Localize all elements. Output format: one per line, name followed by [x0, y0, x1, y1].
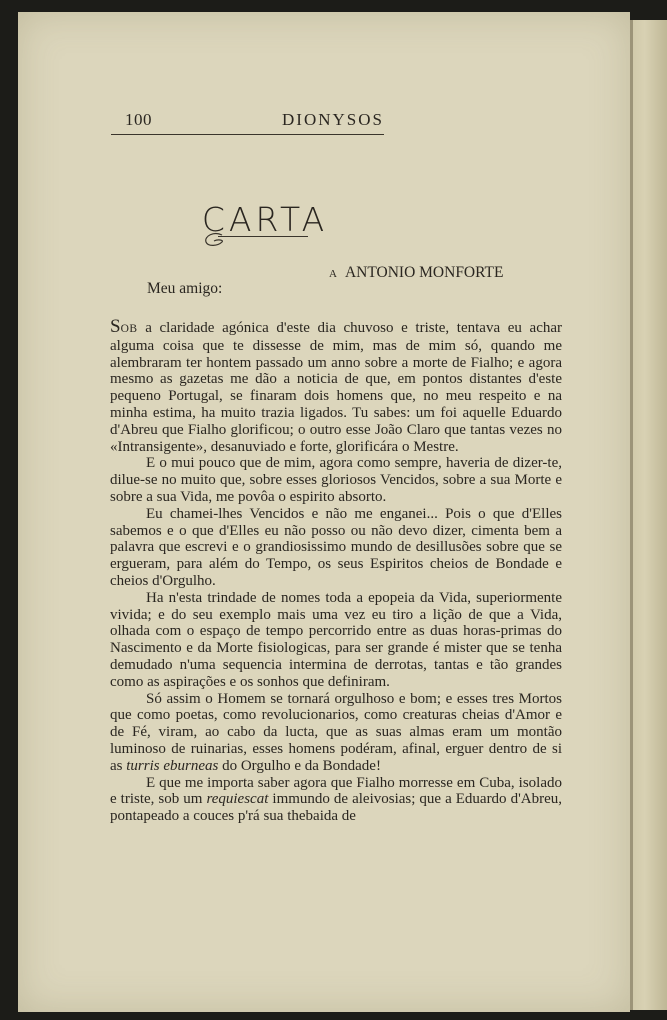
- title-underline: [218, 236, 308, 237]
- salutation: Meu amigo:: [147, 280, 223, 297]
- paragraph-6-text-a: E que me importa saber agora que Fialho morresse em Cuba, isolado e triste, sob um: [110, 774, 562, 808]
- paragraph-1-text: a claridade agónica d'este dia chuvoso e triste, tentava eu achar alguma coisa que te dissesse de mim, mas de mim só, quando me alembraram ter hontem passado um anno sobre a morte de Fialho; e agora mesmo as gazetas me dão a noticia de que, em pontos distantes d'este pequeno Portugal, se finaram dois homens que, no meu respeito e na minha estima, ha muito trazia ligados. Tu sabes: um foi aquelle Eduardo d'Abreu que Fialho glorificou; o outro esse João Claro que tantas vezes no «Intransigente», desanuviado e forte, glorificára o Mestre.: [110, 320, 562, 455]
- paragraph-4: Ha n'esta trindade de nomes toda a epopeia da Vida, superiormente vivida; e do seu exemplo mais uma vez eu tiro a lição de que a Vida, olhada com o espaço de tempo percorrido entre as duas horas-primas do Nascimento e da Morte fisiologicas, para ser grande é mister que se tenha demudado n'uma sequencia interminа de derrotas, tantas e tão grandes como as aspirações e os sonhos que definiram.: [110, 589, 562, 690]
- page-number: 100: [125, 110, 152, 129]
- paragraph-6: [110, 775, 562, 825]
- drop-cap: S: [110, 316, 121, 337]
- paragraph-5-text-b: do Orgulho e da Bondade!: [218, 757, 381, 774]
- paragraph-2: E o mui pouco que de mim, agora como sempre, haveria de dizer-te, dilue-se no muito que, sobre esses gloriosos Vencidos, sobre a sua Morte e sobre a sua Vida, me povôa o espirito absorto.: [110, 455, 562, 505]
- paragraph-6-text-b: immundo de aleivosias; que a Eduardo d'Abreu, pontapeado a couces p'rá sua thebaida de: [110, 791, 563, 825]
- dedication: [329, 264, 503, 282]
- paragraph-5-text-a: Só assim o Homem se tornará orgulhoso e bom; e esses tres Mortos que como poetas, como revolucionarios, como creaturas cheias d'Amor e de Fé, viram, ao cabo da lucta, que as suas almas eram um montão luminoso de ruinarias, esses homens podéram, afinal, erguer dentro de si as: [110, 690, 562, 774]
- page-header: [111, 110, 384, 135]
- paragraph-5-italic: turris eburneas: [126, 757, 219, 774]
- paragraph-3: Eu chamei-lhes Vencidos e não me enganei... Pois o que d'Elles sabemos e o que d'Elles eu não posso ou não devo dizer, cimenta bem a palavra que escrevi e o grandiosissimo mundo de desillusões sobre que se ergueram, para além do Tempo, os seus Espiritos cheios de Bondade e cheios d'Orgulho.: [110, 505, 562, 589]
- paragraph-5: [110, 691, 562, 775]
- next-page-edge: [630, 20, 667, 1010]
- letter-body: [110, 316, 563, 825]
- paragraph-6-italic: requiescat: [206, 791, 269, 808]
- flourish-ornament: [200, 232, 230, 248]
- small-caps-word: OB: [120, 323, 138, 335]
- letter-title: CARTA: [201, 200, 329, 239]
- running-title: DIONYSOS: [282, 110, 384, 129]
- paragraph-1: [110, 316, 562, 455]
- dedication-prefix: A: [329, 268, 337, 280]
- dedication-name: ANTONIO MONFORTE: [344, 264, 504, 281]
